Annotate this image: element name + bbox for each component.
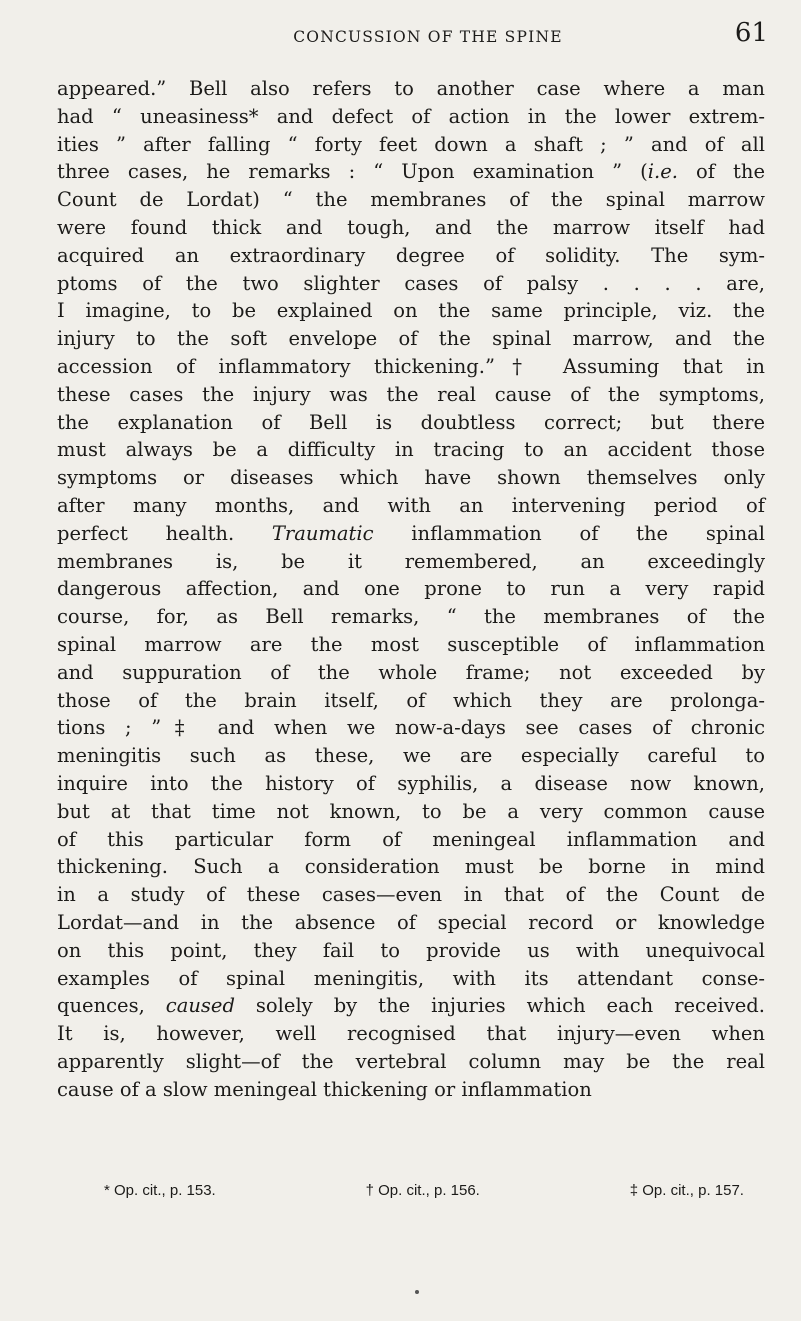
text-segment: ities ” after falling “ forty feet down a shaft ; ” and of all	[57, 132, 765, 156]
text-segment: Count de Lordat) “ the membranes of the spinal marrow	[57, 188, 765, 212]
text-line	[57, 464, 765, 492]
text-line	[57, 158, 765, 186]
text-line	[57, 742, 765, 770]
footnote-star: * Op. cit., p. 153.	[104, 1182, 216, 1199]
text-line	[57, 909, 765, 937]
text-line	[57, 659, 765, 687]
text-segment: solely by the injuries which each received.	[234, 994, 765, 1018]
text-segment: appeared.” Bell also refers to another case where a man	[57, 77, 765, 100]
text-line	[57, 492, 765, 520]
text-segment: in a study of these cases—even in that of the Count de	[57, 883, 765, 907]
italic-text: caused	[165, 994, 235, 1018]
page-header	[88, 14, 768, 54]
text-line	[57, 297, 765, 325]
text-segment: ptoms of the two slighter cases of palsy . . . . are,	[57, 271, 765, 295]
text-line	[57, 992, 765, 1020]
running-title: CONCUSSION OF THE SPINE	[293, 28, 563, 46]
text-line	[57, 687, 765, 715]
text-line	[57, 353, 765, 381]
text-segment: examples of spinal meningitis, with its attendant conse-	[57, 966, 765, 990]
text-line	[57, 631, 765, 659]
text-line	[57, 242, 765, 270]
text-segment: inflammation of the spinal	[373, 521, 765, 545]
italic-text: Traumatic	[271, 521, 374, 545]
text-line	[57, 325, 765, 353]
text-segment: must always be a difficulty in tracing to an accident those	[57, 438, 765, 462]
text-line	[57, 270, 765, 298]
footnotes	[104, 1182, 744, 1199]
text-line	[57, 1048, 765, 1076]
text-line	[57, 1020, 765, 1048]
text-line	[57, 436, 765, 464]
text-segment: tions ; ”‡ and when we now-a-days see cases of chronic	[57, 716, 765, 740]
text-segment: spinal marrow are the most susceptible of inflammation	[57, 632, 765, 656]
ink-speck	[415, 1290, 419, 1294]
text-segment: cause of a slow meningeal thickening or inflammation	[57, 1077, 592, 1101]
text-segment: these cases the injury was the real cause of the symptoms,	[57, 382, 765, 406]
text-segment: on this point, they fail to provide us with unequivocal	[57, 938, 765, 962]
footnote-dagger: † Op. cit., p. 156.	[365, 1182, 480, 1199]
text-line	[57, 409, 765, 437]
text-line	[57, 937, 765, 965]
text-segment: quences,	[57, 994, 166, 1018]
text-segment: perfect health.	[57, 521, 272, 545]
page-number: 61	[734, 18, 768, 48]
text-line	[57, 826, 765, 854]
italic-text: i.e.	[647, 160, 678, 184]
text-line	[57, 603, 765, 631]
text-segment: course, for, as Bell remarks, “ the membranes of the	[57, 605, 765, 629]
text-segment: Lordat—and in the absence of special record or knowledge	[57, 910, 765, 934]
text-line	[57, 881, 765, 909]
text-segment: were found thick and tough, and the marrow itself had	[57, 215, 765, 239]
text-line	[57, 770, 765, 798]
text-line	[57, 214, 765, 242]
text-segment: of the	[677, 160, 765, 184]
text-segment: inquire into the history of syphilis, a disease now known,	[57, 771, 765, 795]
text-segment: acquired an extraordinary degree of solidity. The sym-	[57, 243, 765, 267]
text-line	[57, 714, 765, 742]
text-segment: after many months, and with an intervening period of	[57, 493, 765, 517]
text-line	[57, 103, 765, 131]
text-line	[57, 131, 765, 159]
text-line	[57, 798, 765, 826]
text-line	[57, 186, 765, 214]
text-line	[57, 548, 765, 576]
footnote-double-dagger: ‡ Op. cit., p. 157.	[629, 1182, 744, 1199]
text-line	[57, 575, 765, 603]
text-segment: of this particular form of meningeal inflammation and	[57, 827, 765, 851]
text-segment: membranes is, be it remembered, an exceedingly	[57, 549, 765, 573]
text-segment: I imagine, to be explained on the same principle, viz. the	[57, 299, 765, 323]
text-segment: had “ uneasiness* and defect of action in the lower extrem-	[57, 104, 765, 128]
body-text	[57, 75, 765, 1103]
text-segment: three cases, he remarks : “ Upon examination ” (	[57, 160, 648, 184]
text-segment: injury to the soft envelope of the spinal marrow, and the	[57, 327, 765, 351]
text-segment: meningitis such as these, we are especially careful to	[57, 744, 765, 768]
text-segment: apparently slight—of the vertebral column may be the real	[57, 1049, 765, 1073]
text-segment: but at that time not known, to be a very common cause	[57, 799, 765, 823]
text-line	[57, 381, 765, 409]
text-segment: thickening. Such a consideration must be borne in mind	[57, 855, 765, 879]
text-line	[57, 75, 765, 103]
text-segment: the explanation of Bell is doubtless correct; but there	[57, 410, 765, 434]
text-line	[57, 520, 765, 548]
text-line	[57, 965, 765, 993]
text-segment: It is, however, well recognised that injury—even when	[57, 1022, 765, 1046]
text-segment: accession of inflammatory thickening.”† Assuming that in	[57, 354, 765, 378]
text-segment: and suppuration of the whole frame; not exceeded by	[57, 660, 765, 684]
text-segment: those of the brain itself, of which they are prolonga-	[57, 688, 765, 712]
text-segment: dangerous affection, and one prone to run a very rapid	[57, 577, 765, 601]
text-segment: symptoms or diseases which have shown themselves only	[57, 466, 765, 490]
text-line	[57, 853, 765, 881]
text-line	[57, 1076, 765, 1104]
